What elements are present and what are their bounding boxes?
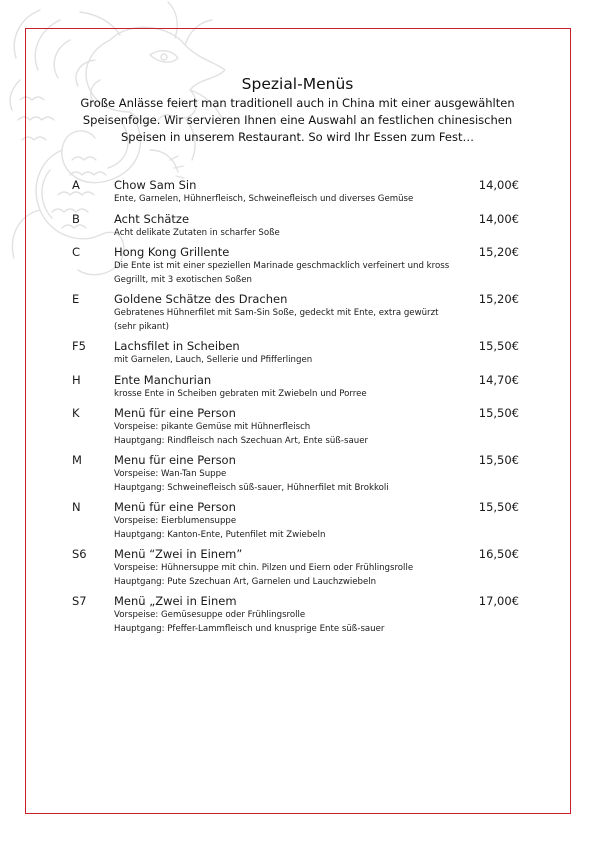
intro-line: Große Anlässe feiert man traditionell auch in China mit einer ausgewählten bbox=[80, 96, 515, 110]
menu-item bbox=[72, 291, 522, 334]
menu-item-code: M bbox=[72, 453, 82, 467]
menu-list bbox=[72, 177, 522, 640]
menu-item-price: 15,50€ bbox=[478, 500, 519, 514]
menu-item-price: 14,70€ bbox=[478, 372, 519, 387]
menu-item-code: K bbox=[72, 406, 80, 420]
menu-item-description: Vorspeise: Hühnersuppe mit chin. Pilzen und Eiern oder Frühlingsrolle bbox=[114, 563, 414, 573]
menu-item-code: B bbox=[72, 211, 80, 226]
menu-item-description: Vorspeise: Eierblumensuppe bbox=[114, 516, 237, 526]
menu-item-price: 16,50€ bbox=[478, 547, 519, 561]
menu-item-description: Hauptgang: Pute Szechuan Art, Garnelen und Lauchzwiebeln bbox=[114, 576, 377, 587]
menu-item-price: 14,00€ bbox=[478, 211, 519, 226]
menu-item-description: Ente, Garnelen, Hühnerfleisch, Schweinefleisch und diverses Gemüse bbox=[114, 194, 414, 204]
menu-item-description: Acht delikate Zutaten in scharfer Soße bbox=[114, 227, 280, 238]
menu-item-description: Hauptgang: Kanton-Ente, Putenfilet mit Zwiebeln bbox=[114, 529, 326, 540]
menu-item-name: Menu für eine Person bbox=[114, 453, 236, 467]
menu-item-name: Goldene Schätze des Drachen bbox=[114, 292, 288, 306]
menu-item-description: Gebratenes Hühnerfilet mit Sam-Sin Soße, gedeckt mit Ente, extra gewürzt bbox=[114, 308, 439, 318]
menu-item-name: Ente Manchurian bbox=[114, 372, 212, 387]
menu-item-price: 15,50€ bbox=[478, 453, 519, 467]
menu-item-price: 14,00€ bbox=[478, 178, 519, 192]
menu-item bbox=[72, 244, 522, 287]
menu-item bbox=[72, 593, 522, 636]
menu-item-code: H bbox=[72, 372, 81, 387]
menu-item-price: 15,50€ bbox=[478, 406, 519, 420]
menu-item-description: Hauptgang: Rindfleisch nach Szechuan Art, Ente süß-sauer bbox=[114, 435, 369, 446]
page-title: Spezial-Menüs bbox=[241, 75, 354, 93]
menu-item-description: Vorspeise: pikante Gemüse mit Hühnerfleisch bbox=[114, 422, 311, 432]
menu-item-description: krosse Ente in Scheiben gebraten mit Zwiebeln und Porree bbox=[114, 388, 367, 399]
intro-line: Speisen in unserem Restaurant. So wird Ihr Essen zum Fest… bbox=[121, 130, 474, 144]
menu-item-code: E bbox=[72, 292, 80, 306]
menu-item-name: Menü für eine Person bbox=[114, 500, 236, 514]
menu-item-price: 15,20€ bbox=[478, 245, 519, 259]
menu-item-description: Vorspeise: Gemüsesuppe oder Frühlingsrolle bbox=[114, 610, 306, 620]
menu-item-code: S6 bbox=[72, 547, 87, 561]
intro-text bbox=[75, 95, 520, 146]
menu-item-description: Die Ente ist mit einer speziellen Marinade geschmacklich verfeinert und kross bbox=[114, 261, 450, 271]
menu-item bbox=[72, 177, 522, 207]
menu-item-code: C bbox=[72, 245, 81, 259]
menu-item bbox=[72, 546, 522, 589]
menu-item bbox=[72, 372, 522, 402]
menu-item-code: N bbox=[72, 500, 81, 514]
menu-item bbox=[72, 211, 522, 241]
menu-item bbox=[72, 338, 522, 368]
menu-item-price: 17,00€ bbox=[478, 594, 519, 608]
menu-item-price: 15,20€ bbox=[478, 292, 519, 306]
menu-item-code: A bbox=[72, 178, 80, 192]
menu-item-name: Menü „Zwei in Einem bbox=[114, 594, 237, 608]
menu-item-description: Gegrillt, mit 3 exotischen Soßen bbox=[114, 274, 252, 285]
menu-item-name: Menü “Zwei in Einem” bbox=[114, 547, 243, 561]
menu-item-price: 15,50€ bbox=[478, 339, 519, 353]
menu-item-description: mit Garnelen, Lauch, Sellerie und Pfifferlingen bbox=[114, 355, 313, 365]
menu-item-description: Hauptgang: Pfeffer-Lammfleisch und knusprige Ente süß-sauer bbox=[114, 623, 385, 634]
menu-item-description: (sehr pikant) bbox=[114, 321, 169, 332]
menu-item-description: Vorspeise: Wan-Tan Suppe bbox=[114, 469, 227, 479]
menu-item-code: F5 bbox=[72, 339, 86, 353]
intro-line: Speisenfolge. Wir servieren Ihnen eine Auswahl an festlichen chinesischen bbox=[82, 113, 513, 127]
menu-item bbox=[72, 452, 522, 495]
menu-item-name: Acht Schätze bbox=[114, 211, 190, 226]
menu-item-name: Chow Sam Sin bbox=[114, 178, 197, 192]
menu-item bbox=[72, 499, 522, 542]
menu-item-description: Hauptgang: Schweinefleisch süß-sauer, Hühnerfilet mit Brokkoli bbox=[114, 482, 389, 493]
menu-item bbox=[72, 405, 522, 448]
menu-item-code: S7 bbox=[72, 594, 87, 608]
menu-item-name: Hong Kong Grillente bbox=[114, 245, 230, 259]
menu-item-name: Lachsfilet in Scheiben bbox=[114, 339, 240, 353]
menu-item-name: Menü für eine Person bbox=[114, 406, 236, 420]
